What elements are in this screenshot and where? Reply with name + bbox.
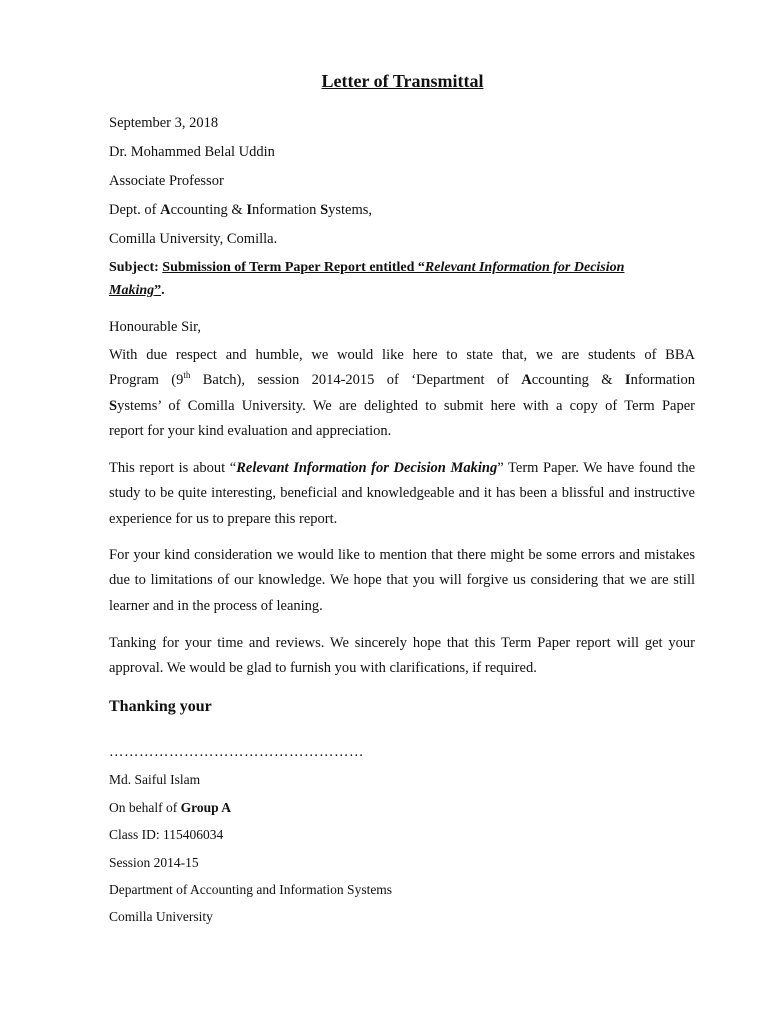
- paragraph-4: Tanking for your time and reviews. We sincerely hope that this Term Paper report will get your approval. We would be glad to furnish you with clarifications, if required.: [109, 635, 695, 677]
- recipient-position: Associate Professor: [109, 173, 224, 189]
- report-topic: Relevant Information for Decision Making: [236, 460, 498, 476]
- dept-initial-a: A: [160, 202, 171, 218]
- paragraph-text: This report is about “: [109, 460, 237, 476]
- dept-initial-i: I: [246, 202, 252, 218]
- paragraph-text: Batch), session 2014-2015 of ‘Department of: [190, 372, 522, 389]
- letter-title: Letter of Transmittal: [321, 71, 484, 91]
- closing-phrase: Thanking your: [109, 698, 212, 715]
- signature-line: ……………………………………………: [109, 744, 364, 760]
- sender-behalf: [109, 800, 231, 816]
- sender-session: Session 2014-15: [109, 855, 199, 870]
- paragraph-1-line: [109, 368, 695, 393]
- recipient-university: Comilla University, Comilla.: [109, 231, 278, 247]
- dept-text: nformation: [252, 202, 321, 218]
- sender-university: Comilla University: [109, 909, 213, 924]
- recipient-department: [109, 202, 372, 219]
- salutation: Honourable Sir,: [109, 319, 202, 335]
- initial-i: I: [624, 372, 631, 389]
- subject-text: Submission of Term Paper Report entitled “: [162, 260, 425, 275]
- paragraph-1-line: [109, 394, 695, 419]
- paragraph-2: [109, 456, 695, 532]
- sender-class-id: Class ID: 115406034: [109, 827, 224, 842]
- paragraph-1-line: With due respect and humble, we would like here to state that, we are students of BBA: [109, 347, 695, 363]
- subject-line-2: [109, 283, 165, 299]
- dept-text: ccounting &: [170, 202, 247, 218]
- paragraph-1-line: report for your kind evaluation and appreciation.: [109, 422, 392, 439]
- group-name: Group A: [180, 800, 232, 815]
- sender-name: Md. Saiful Islam: [109, 772, 201, 787]
- paragraph-text: ystems’ of Comilla University. We are delighted to submit here with a copy of Term Paper: [117, 397, 695, 414]
- dept-initial-s: S: [320, 202, 329, 218]
- sender-department: Department of Accounting and Information Systems: [109, 882, 393, 897]
- initial-s: S: [109, 397, 118, 414]
- subject-closing-quote: ”: [154, 283, 162, 298]
- paragraph-text: ” Term Paper. We have found the study to be quite interesting, beneficial and knowledgeable and it has been a blissful and instructive experience for us to prepare this report.: [109, 460, 695, 527]
- subject-period: .: [161, 283, 165, 298]
- subject-label: Subject:: [109, 260, 159, 275]
- subject-topic: Relevant Information for Decision: [424, 260, 625, 275]
- dept-text: Dept. of: [109, 202, 161, 218]
- paragraph-1: [109, 343, 695, 444]
- dept-text: ystems,: [328, 202, 373, 218]
- paragraph-3: For your kind consideration we would like to mention that there might be some errors and mistakes due to limitations of our knowledge. We hope that you will forgive us considering that we are still learner and in the process of leaning.: [109, 547, 695, 614]
- subject-topic-cont: Making: [109, 283, 155, 298]
- ordinal-suffix: th: [183, 370, 191, 381]
- behalf-prefix: On behalf of: [109, 800, 181, 815]
- paragraph-text: ccounting &: [531, 372, 625, 389]
- letter-date: September 3, 2018: [109, 115, 219, 131]
- initial-a: A: [521, 372, 532, 389]
- paragraph-text: nformation: [630, 372, 695, 389]
- subject-line-1: [109, 260, 624, 276]
- paragraph-text: Program (9: [109, 372, 184, 389]
- recipient-name: Dr. Mohammed Belal Uddin: [109, 144, 275, 160]
